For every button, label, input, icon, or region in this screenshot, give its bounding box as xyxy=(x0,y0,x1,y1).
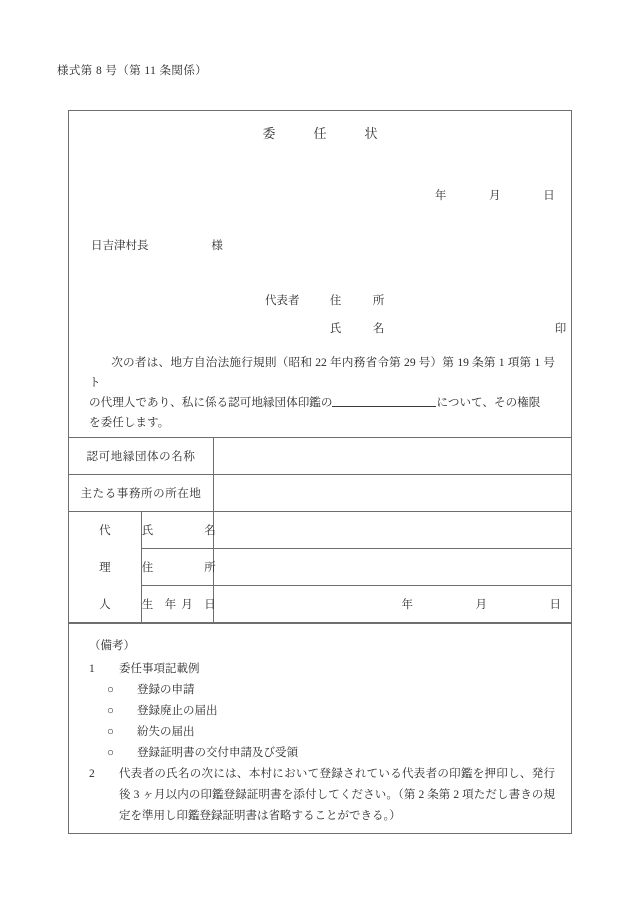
body-line-3 xyxy=(89,413,555,433)
issue-date-month: 月 xyxy=(489,190,501,202)
seal-mark-label: 印 xyxy=(554,323,567,335)
addressee-name: 日吉津村長 xyxy=(91,240,149,252)
form-number-label: 様式第 8 号（第 11 条関係） xyxy=(57,65,208,77)
agent-address-label-end: 所 xyxy=(204,562,216,574)
issue-date-year: 年 xyxy=(434,190,447,202)
agent-birthdate-label-start: 生 年 xyxy=(141,599,177,611)
agent-vertical-label-3: 人 xyxy=(69,586,141,623)
representative-block xyxy=(265,287,566,343)
addressee-honorific: 様 xyxy=(211,240,223,252)
agent-birthdate-month: 月 xyxy=(475,599,487,611)
form-frame xyxy=(68,110,572,834)
issue-date-day: 日 xyxy=(543,190,555,202)
agent-name-label-end: 名 xyxy=(204,525,216,537)
agent-name-value[interactable] xyxy=(214,512,572,549)
circle-bullet-icon: ○ xyxy=(107,747,114,759)
agent-birthdate-label-end: 月 日 xyxy=(181,599,216,611)
list-item-label: 登録廃止の届出 xyxy=(137,705,218,717)
body-line-3-text: を委任します。 xyxy=(89,416,170,429)
list-item xyxy=(89,680,555,701)
agent-birthdate-value[interactable] xyxy=(214,586,572,623)
representative-name-row xyxy=(265,315,566,343)
note-1-number: 1 xyxy=(89,663,95,675)
addressee-line xyxy=(91,237,223,253)
body-line-1 xyxy=(89,353,555,393)
table-row xyxy=(69,586,571,623)
note-item-2 xyxy=(89,764,555,827)
agent-birthdate-ymd xyxy=(214,596,571,612)
notes-section xyxy=(69,623,571,827)
table-row xyxy=(69,512,571,549)
row-header-office-address: 主たる事務所の所在地 xyxy=(69,475,214,512)
body-paragraph xyxy=(89,353,555,433)
row-header-group-name: 認可地縁団体の名称 xyxy=(69,438,214,475)
row-value-office-address[interactable] xyxy=(214,475,572,512)
list-item-label: 登録証明書の交付申請及び受領 xyxy=(137,747,298,759)
delegation-examples-list xyxy=(89,680,555,764)
agent-birthdate-year: 年 xyxy=(401,599,413,611)
table-row xyxy=(69,438,571,475)
body-line-2-before: の代理人であり、私に係る認可地縁団体印鑑の xyxy=(89,396,333,409)
agent-birthdate-label xyxy=(141,586,216,623)
representative-address-label: 住 所 xyxy=(329,295,395,307)
list-item-label: 紛失の届出 xyxy=(137,726,195,738)
agent-vertical-label-2: 理 xyxy=(69,549,141,586)
list-item xyxy=(89,722,555,743)
representative-name-label: 氏 名 xyxy=(329,323,395,335)
agent-birthdate-day: 日 xyxy=(549,599,561,611)
form-upper-section xyxy=(69,111,571,437)
body-line-2-after: について、その権限 xyxy=(436,396,541,409)
row-value-group-name[interactable] xyxy=(214,438,572,475)
list-item-label: 登録の申請 xyxy=(137,684,195,696)
body-line-1-text: 次の者は、地方自治法施行規則（昭和 22 年内務省令第 29 号）第 19 条第 1 項第 1 号ト xyxy=(89,356,555,389)
agent-address-label-start: 住 xyxy=(141,562,154,574)
note-item-1 xyxy=(89,659,555,680)
agent-name-label-start: 氏 xyxy=(141,525,154,537)
agent-vertical-label-1: 代 xyxy=(69,512,141,549)
agent-address-label xyxy=(141,549,216,586)
body-line-2 xyxy=(89,393,555,413)
representative-label: 代表者 xyxy=(265,295,300,307)
circle-bullet-icon: ○ xyxy=(107,726,114,738)
note-2-number: 2 xyxy=(89,768,95,780)
representative-address-row xyxy=(265,287,566,315)
list-item xyxy=(89,701,555,722)
notes-heading: （備考） xyxy=(89,640,135,652)
table-row xyxy=(69,549,571,586)
applicant-data-table xyxy=(69,437,571,623)
list-item xyxy=(89,743,555,764)
document-title: 委任状 xyxy=(262,126,416,141)
note-2-text: 代表者の氏名の次には、本村において登録されている代表者の印鑑を押印し、発行後 3 ヶ月以内の印鑑登録証明書を添付してください。（第 2 条第 2 項ただし書きの規定を準用し印鑑登録証明書は省略することができる。） xyxy=(119,768,555,822)
agent-address-value[interactable] xyxy=(214,549,572,586)
scope-blank-field[interactable] xyxy=(332,406,436,407)
note-1-text: 委任事項記載例 xyxy=(119,663,200,675)
table-row xyxy=(69,475,571,512)
agent-name-label xyxy=(141,512,216,549)
circle-bullet-icon: ○ xyxy=(107,705,114,717)
issue-date-line xyxy=(435,187,555,203)
circle-bullet-icon: ○ xyxy=(107,684,114,696)
